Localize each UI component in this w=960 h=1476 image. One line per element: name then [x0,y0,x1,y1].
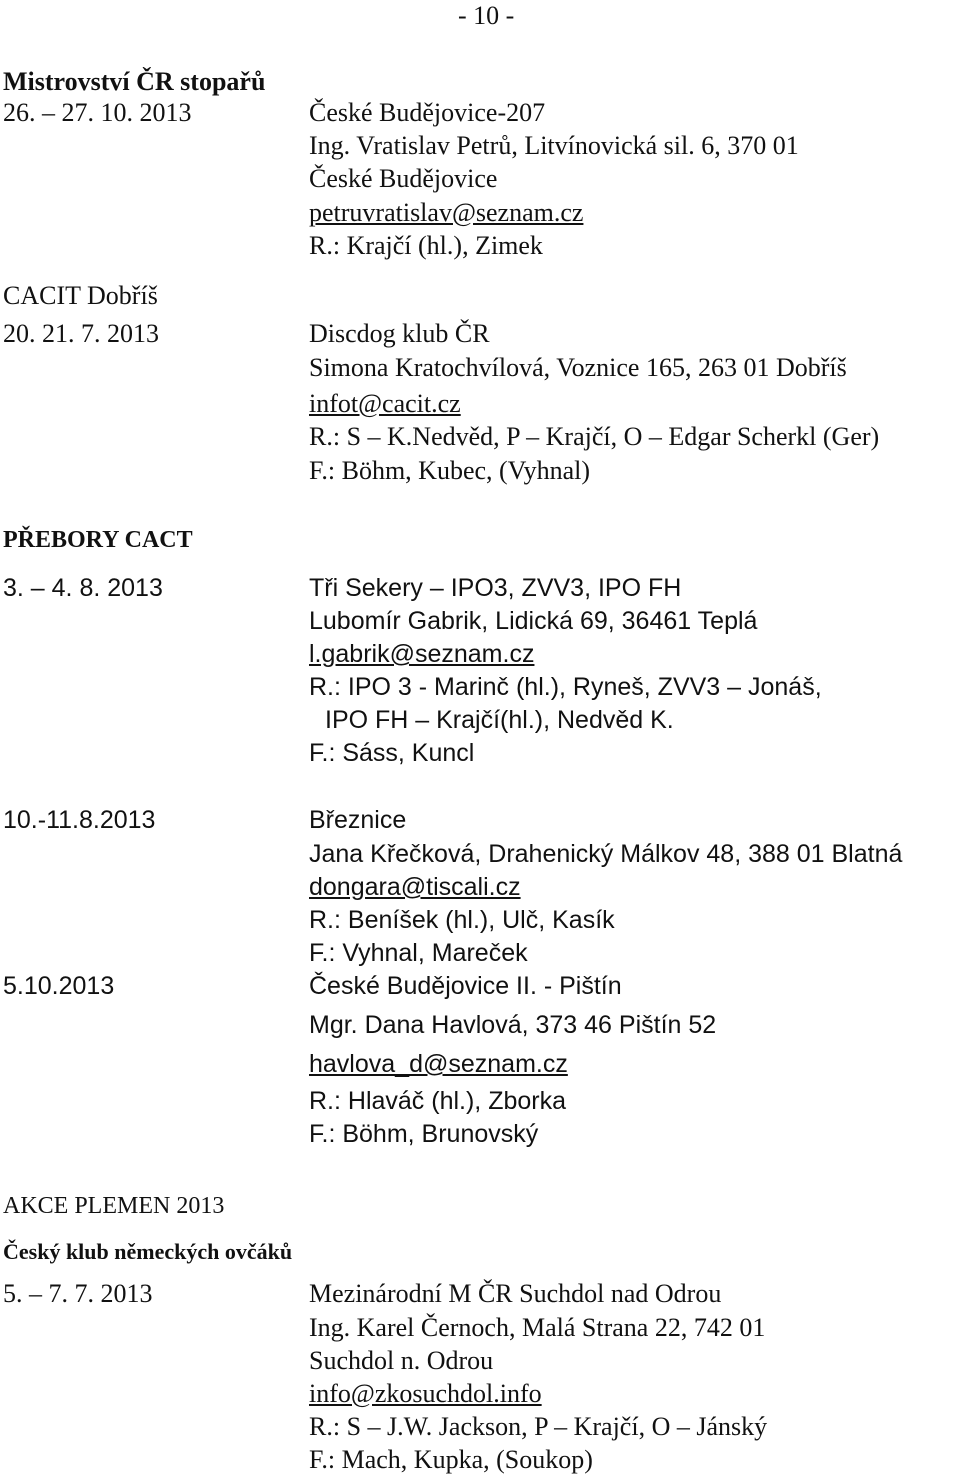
email-link[interactable]: havlova_d@seznam.cz [309,1050,568,1078]
judges-line: R.: Beníšek (hl.), Ulč, Kasík [309,906,615,934]
event-date: 5.10.2013 [3,972,115,1000]
email-link[interactable]: petruvratislav@seznam.cz [309,198,584,227]
section-title: PŘEBORY CACT [3,527,193,553]
staff-line: F.: Vyhnal, Mareček [309,939,528,967]
organizer-city: Suchdol n. Odrou [309,1346,494,1375]
event-venue: Discdog klub ČR [309,319,490,348]
email-link[interactable]: infot@cacit.cz [309,389,461,418]
organizer: Jana Křečková, Drahenický Málkov 48, 388 01 Blatná [309,840,903,868]
organizer: Lubomír Gabrik, Lidická 69, 36461 Teplá [309,607,758,635]
email-link[interactable]: dongara@tiscali.cz [309,873,521,901]
staff-line: F.: Böhm, Kubec, (Vyhnal) [309,456,590,485]
event-venue: České Budějovice II. - Pištín [309,972,622,1000]
event-date: 10.-11.8.2013 [3,806,156,834]
organizer: Mgr. Dana Havlová, 373 46 Pištín 52 [309,1011,717,1039]
organizer: Ing. Karel Černoch, Malá Strana 22, 742 01 [309,1313,766,1342]
club-subtitle: Český klub německých ovčáků [3,1239,293,1264]
section-title: CACIT Dobříš [3,281,158,310]
staff-line: F.: Mach, Kupka, (Soukop) [309,1445,593,1474]
organizer: Simona Kratochvílová, Voznice 165, 263 01 Dobříš [309,353,847,382]
judges-line: R.: S – J.W. Jackson, P – Krajčí, O – Jánský [309,1412,768,1441]
event-venue: Březnice [309,806,407,834]
section-title: AKCE PLEMEN 2013 [3,1193,225,1219]
event-venue: Mezinárodní M ČR Suchdol nad Odrou [309,1279,722,1308]
organizer: Ing. Vratislav Petrů, Litvínovická sil. 6, 370 01 [309,131,799,160]
section-title: Mistrovství ČR stopařů [3,67,266,96]
judges-line: R.: S – K.Nedvěd, P – Krajčí, O – Edgar Scherkl (Ger) [309,422,880,451]
event-date: 3. – 4. 8. 2013 [3,574,163,602]
judges-line: R.: IPO 3 - Marinč (hl.), Ryneš, ZVV3 – Jonáš, [309,673,822,701]
email-link[interactable]: info@zkosuchdol.info [309,1379,542,1408]
staff-line: F.: Böhm, Brunovský [309,1120,539,1148]
event-venue: České Budějovice-207 [309,98,546,127]
organizer-city: České Budějovice [309,164,498,193]
staff-line: F.: Sáss, Kuncl [309,739,475,767]
email-link[interactable]: l.gabrik@seznam.cz [309,640,535,668]
event-venue: Tři Sekery – IPO3, ZVV3, IPO FH [309,574,682,602]
event-date: 20. 21. 7. 2013 [3,319,159,348]
judges-line: R.: Krajčí (hl.), Zimek [309,231,543,260]
judges-line-cont: IPO FH – Krajčí(hl.), Nedvěd K. [325,706,674,734]
page-number: - 10 - [458,1,515,30]
event-date: 26. – 27. 10. 2013 [3,98,192,127]
event-date: 5. – 7. 7. 2013 [3,1279,153,1308]
judges-line: R.: Hlaváč (hl.), Zborka [309,1087,567,1115]
